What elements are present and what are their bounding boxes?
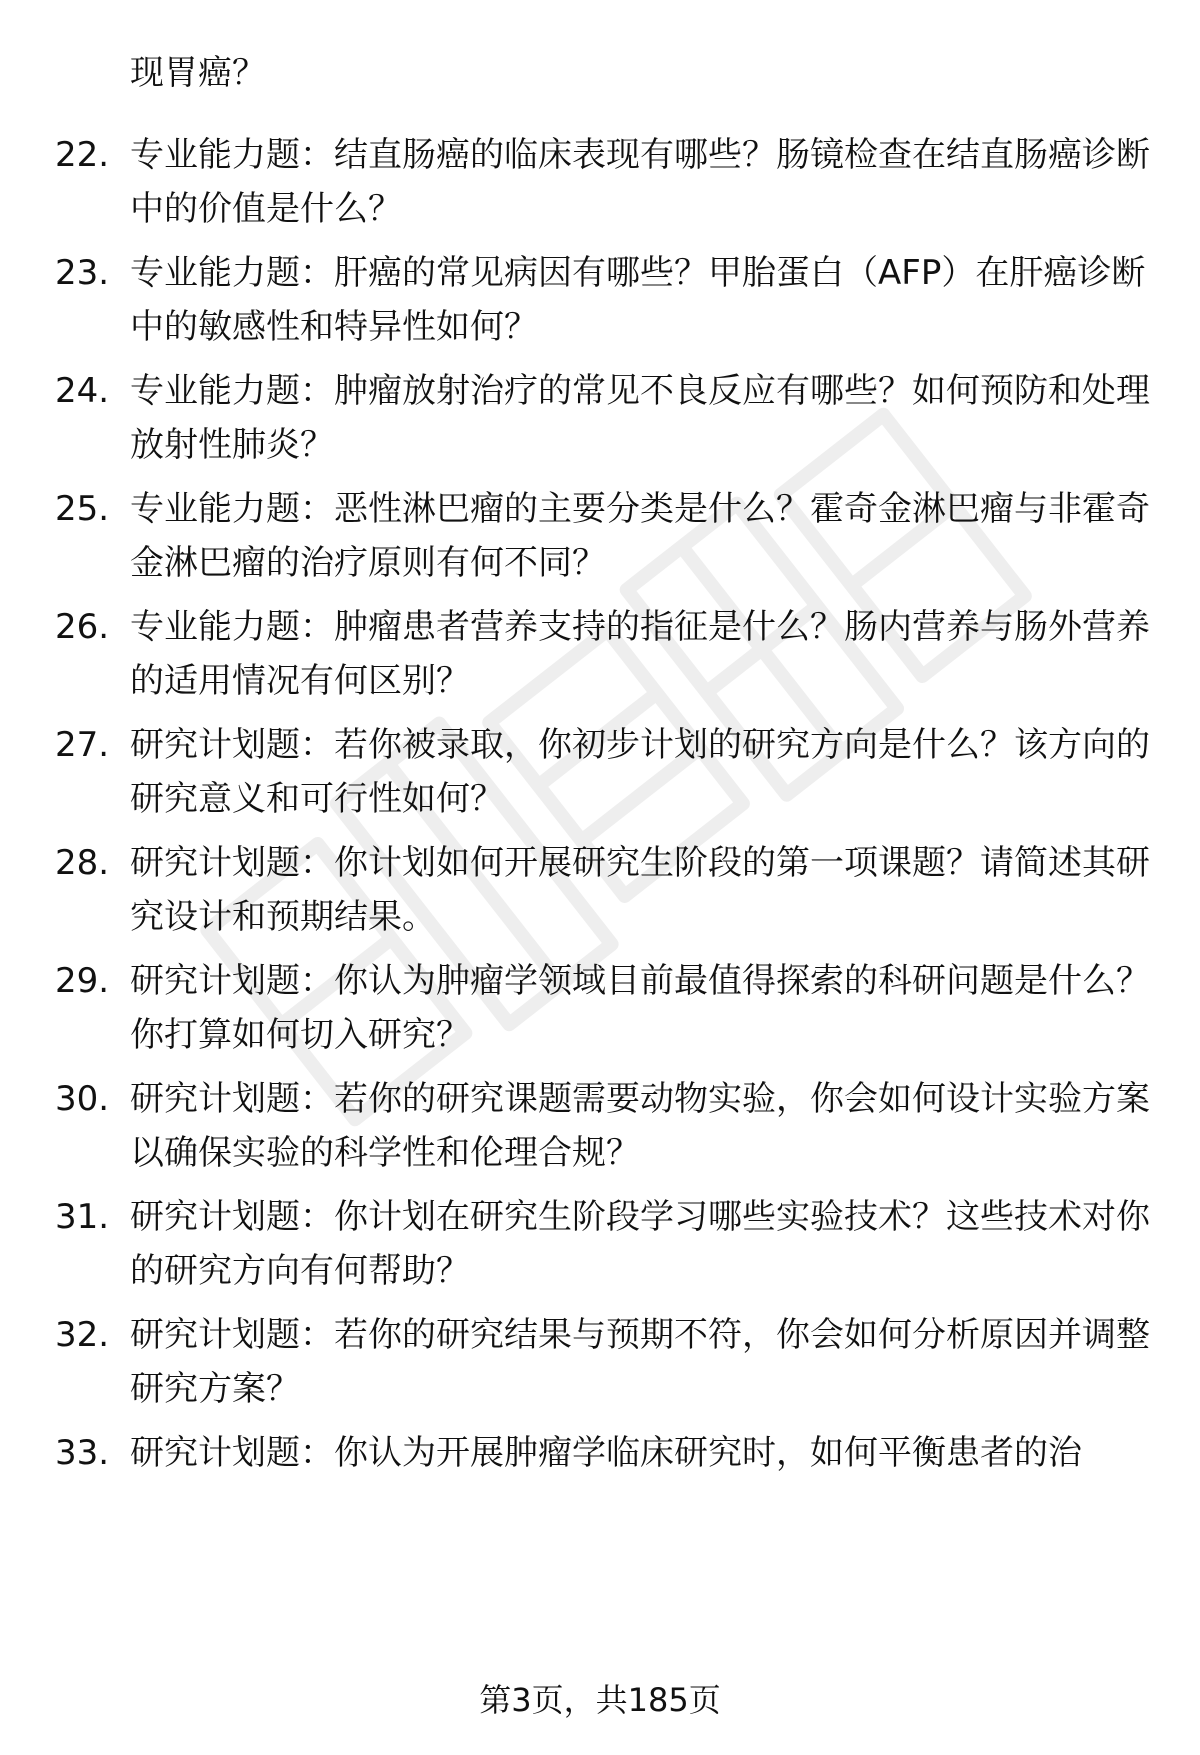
question-number: 28. bbox=[55, 843, 110, 883]
question-text: 研究计划题：你计划如何开展研究生阶段的第一项课题？请简述其研究设计和预期结果。 bbox=[130, 843, 1150, 937]
question-number: 29. bbox=[55, 961, 110, 1001]
question-number: 30. bbox=[55, 1079, 110, 1119]
question-number: 25. bbox=[55, 489, 110, 529]
page-footer bbox=[0, 1678, 1200, 1722]
question-number: 32. bbox=[55, 1315, 110, 1355]
question-text: 研究计划题：你认为肿瘤学领域目前最值得探索的科研问题是什么？你打算如何切入研究？ bbox=[130, 961, 1150, 1055]
page-number-label: 第3页，共185页 bbox=[479, 1681, 721, 1719]
question-text: 现胃癌？ bbox=[130, 53, 266, 93]
question-text: 研究计划题：若你的研究课题需要动物实验，你会如何设计实验方案以确保实验的科学性和伦理合规？ bbox=[130, 1079, 1150, 1173]
question-number: 24. bbox=[55, 371, 110, 411]
question-text: 专业能力题：肝癌的常见病因有哪些？甲胎蛋白（AFP）在肝癌诊断中的敏感性和特异性如何？ bbox=[130, 253, 1146, 347]
question-number: 23. bbox=[55, 253, 110, 293]
question-text: 专业能力题：恶性淋巴瘤的主要分类是什么？霍奇金淋巴瘤与非霍奇金淋巴瘤的治疗原则有何不同？ bbox=[130, 489, 1150, 583]
question-text: 专业能力题：结直肠癌的临床表现有哪些？肠镜检查在结直肠癌诊断中的价值是什么？ bbox=[130, 135, 1150, 229]
question-number: 26. bbox=[55, 607, 110, 647]
question-text: 研究计划题：若你被录取，你初步计划的研究方向是什么？该方向的研究意义和可行性如何？ bbox=[130, 725, 1150, 819]
question-number: 31. bbox=[55, 1197, 110, 1237]
question-text: 研究计划题：若你的研究结果与预期不符，你会如何分析原因并调整研究方案？ bbox=[130, 1315, 1150, 1409]
question-number: 33. bbox=[55, 1433, 110, 1473]
question-number: 27. bbox=[55, 725, 110, 765]
question-text: 研究计划题：你计划在研究生阶段学习哪些实验技术？这些技术对你的研究方向有何帮助？ bbox=[130, 1197, 1150, 1291]
question-text: 专业能力题：肿瘤患者营养支持的指征是什么？肠内营养与肠外营养的适用情况有何区别？ bbox=[130, 607, 1150, 701]
question-text: 专业能力题：肿瘤放射治疗的常见不良反应有哪些？如何预防和处理放射性肺炎？ bbox=[130, 371, 1150, 465]
question-text: 研究计划题：你认为开展肿瘤学临床研究时，如何平衡患者的治 bbox=[130, 1433, 1082, 1473]
question-number: 22. bbox=[55, 135, 110, 175]
